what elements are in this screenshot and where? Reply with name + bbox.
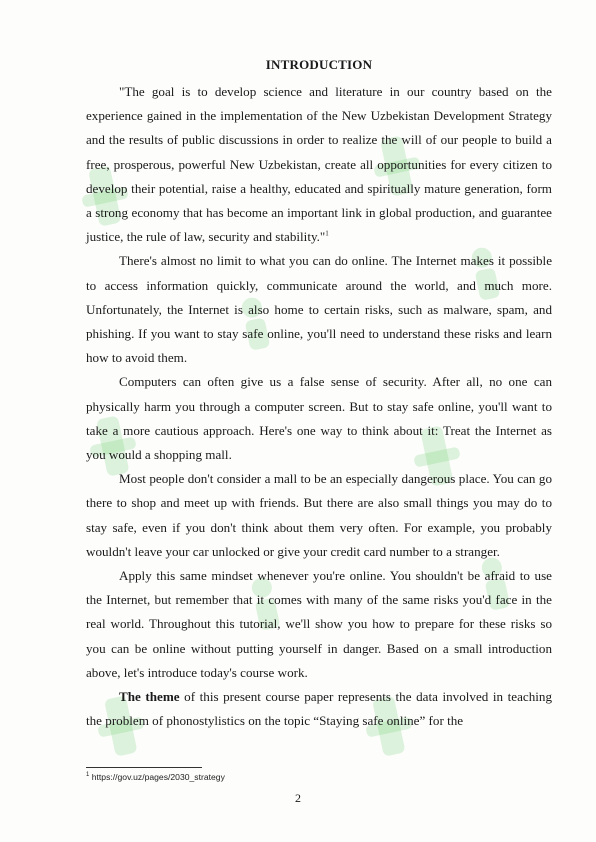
- footnote-marker: 1: [86, 772, 90, 779]
- footnote-divider: [86, 767, 202, 768]
- paragraph-text: "The goal is to develop science and literature in our country based on the experience gained in the implementation of the New Uzbekistan Development Strategy and the results of public discussions in order to realize the will of our people to build a free, prosperous, powerful New Uzbekistan, create all opportunities for every citizen to develop their potential, raise a healthy, educated and spiritually mature generation, form a strong economy that has become an important link in global production, and guarantee justice, the rule of law, security and stability.": [86, 84, 552, 245]
- paragraph-internet-limits: There's almost no limit to what you can do online. The Internet makes it possible to access information quickly, communicate around the world, and much more. Unfortunately, the Internet is also home to certain risks, such as malware, spam, and phishing. If you want to stay safe online, you'll need to understand these risks and learn how to avoid them.: [86, 253, 552, 366]
- paragraph-theme: [86, 685, 552, 733]
- paragraph-false-security: Computers can often give us a false sense of security. After all, no one can physically harm you through a computer screen. But to stay safe online, you'll want to take a more cautious approach. Here's one way to think about it: Treat the Internet as you would a shopping mall.: [86, 374, 552, 463]
- page-number: 2: [295, 791, 301, 805]
- paragraph-mindset: Apply this same mindset whenever you're online. You shouldn't be afraid to use the Internet, but remember that it comes with many of the same risks you'd face in the real world. Throughout this tutorial, we'll show you how to prepare for these risks so you can be online without putting yourself in danger. Based on a small introduction above, let's introduce today's course work.: [86, 568, 552, 680]
- paragraph-quote: [86, 80, 552, 249]
- footnote-reference[interactable]: 1: [325, 229, 329, 238]
- theme-lead-text: The theme: [119, 689, 180, 705]
- page-title: INTRODUCTION: [265, 57, 373, 72]
- theme-rest-text: of this present course paper represents the data involved in teaching the problem of phonostylistics on the topic “Staying safe online” for the: [86, 689, 552, 729]
- paragraph-mall-analogy: Most people don't consider a mall to be an especially dangerous place. You can go there to shop and meet up with friends. But there are also small things you may do to stay safe, even if you don't think about them very often. For example, you probably wouldn't leave your car unlocked or give your credit card number to a stranger.: [86, 471, 552, 559]
- footnote: [86, 772, 225, 783]
- footnote-link[interactable]: https://gov.uz/pages/2030_strategy: [89, 772, 225, 782]
- page-content: [86, 56, 552, 733]
